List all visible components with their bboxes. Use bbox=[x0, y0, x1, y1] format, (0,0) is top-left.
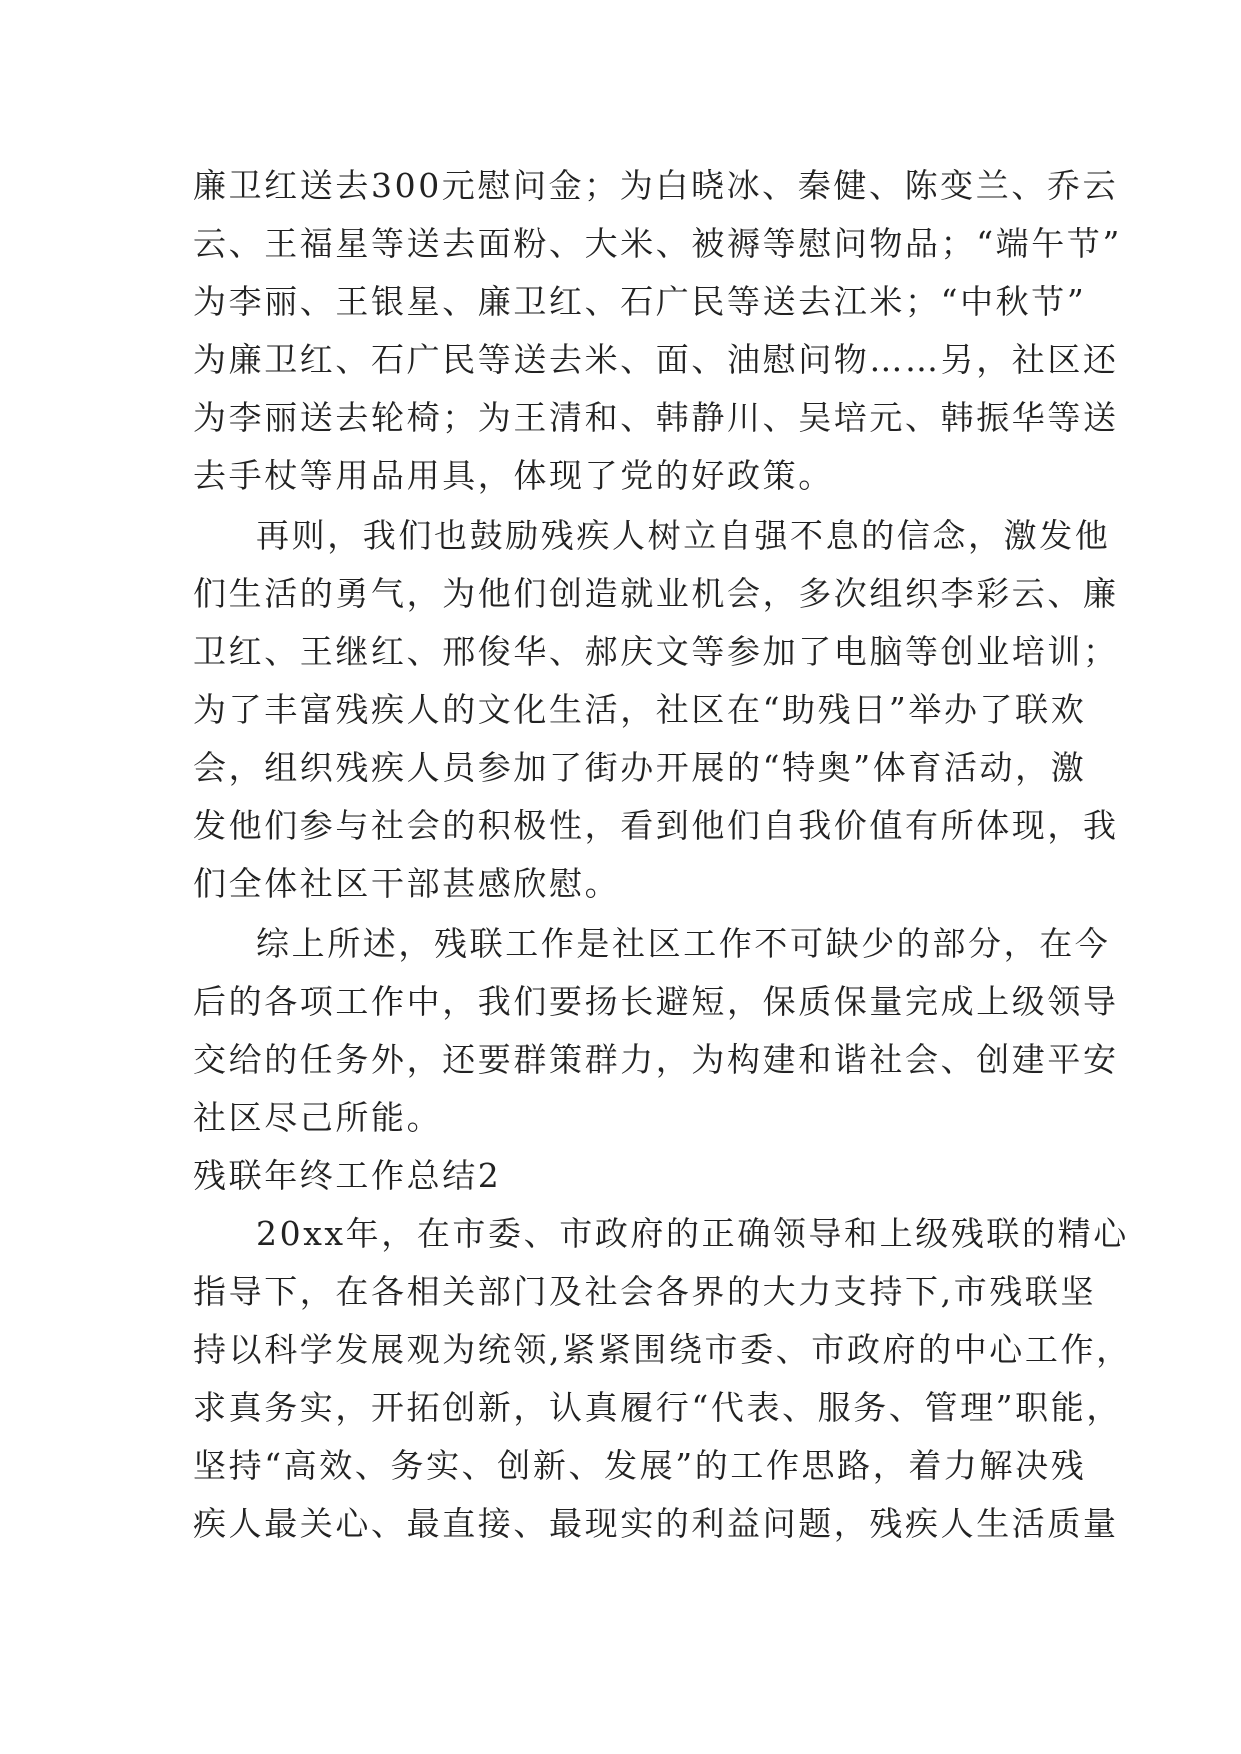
section-heading: 残联年终工作总结2 bbox=[193, 1156, 502, 1195]
text-line: 卫红、王继红、邢俊华、郝庆文等参加了电脑等创业培训； bbox=[193, 632, 1119, 671]
text-line: 为了丰富残疾人的文化生活，社区在“助残日”举办了联欢 bbox=[193, 690, 1087, 729]
text-line: 们生活的勇气，为他们创造就业机会，多次组织李彩云、廉 bbox=[193, 574, 1119, 613]
text-line: 后的各项工作中，我们要扬长避短，保质保量完成上级领导 bbox=[193, 982, 1119, 1021]
text-line: 求真务实，开拓创新，认真履行“代表、服务、管理”职能， bbox=[193, 1388, 1122, 1427]
text-line: 社区尽己所能。 bbox=[193, 1098, 443, 1137]
text-line: 指导下，在各相关部门及社会各界的大力支持下,市残联坚 bbox=[193, 1272, 1097, 1311]
text-line: 交给的任务外，还要群策群力，为构建和谐社会、创建平安 bbox=[193, 1040, 1119, 1079]
text-line: 们全体社区干部甚感欣慰。 bbox=[193, 864, 621, 903]
text-line: 疾人最关心、最直接、最现实的利益问题，残疾人生活质量 bbox=[193, 1504, 1119, 1543]
text-line: 发他们参与社会的积极性，看到他们自我价值有所体现，我 bbox=[193, 806, 1119, 845]
text-line: 为廉卫红、石广民等送去米、面、油慰问物……另，社区还 bbox=[193, 340, 1119, 379]
text-line: 会，组织残疾人员参加了街办开展的“特奥”体育活动，激 bbox=[193, 748, 1087, 787]
paragraph-first-line: 综上所述，残联工作是社区工作不可缺少的部分，在今 bbox=[256, 924, 1111, 963]
text-line: 去手杖等用品用具，体现了党的好政策。 bbox=[193, 456, 834, 495]
paragraph-first-line: 再则，我们也鼓励残疾人树立自强不息的信念，激发他 bbox=[256, 516, 1111, 555]
text-line: 为李丽送去轮椅；为王清和、韩静川、吴培元、韩振华等送 bbox=[193, 398, 1119, 437]
text-line: 云、王福星等送去面粉、大米、被褥等慰问物品；“端午节” bbox=[193, 224, 1122, 263]
paragraph-first-line: 20xx年，在市委、市政府的正确领导和上级残联的精心 bbox=[256, 1214, 1129, 1253]
text-line: 持以科学发展观为统领,紧紧围绕市委、市政府的中心工作， bbox=[193, 1330, 1132, 1369]
text-line: 为李丽、王银星、廉卫红、石广民等送去江米；“中秋节” bbox=[193, 282, 1087, 321]
text-line: 坚持“高效、务实、创新、发展”的工作思路，着力解决残 bbox=[193, 1446, 1087, 1485]
text-line: 廉卫红送去300元慰问金；为白晓冰、秦健、陈变兰、乔云 bbox=[193, 166, 1119, 205]
